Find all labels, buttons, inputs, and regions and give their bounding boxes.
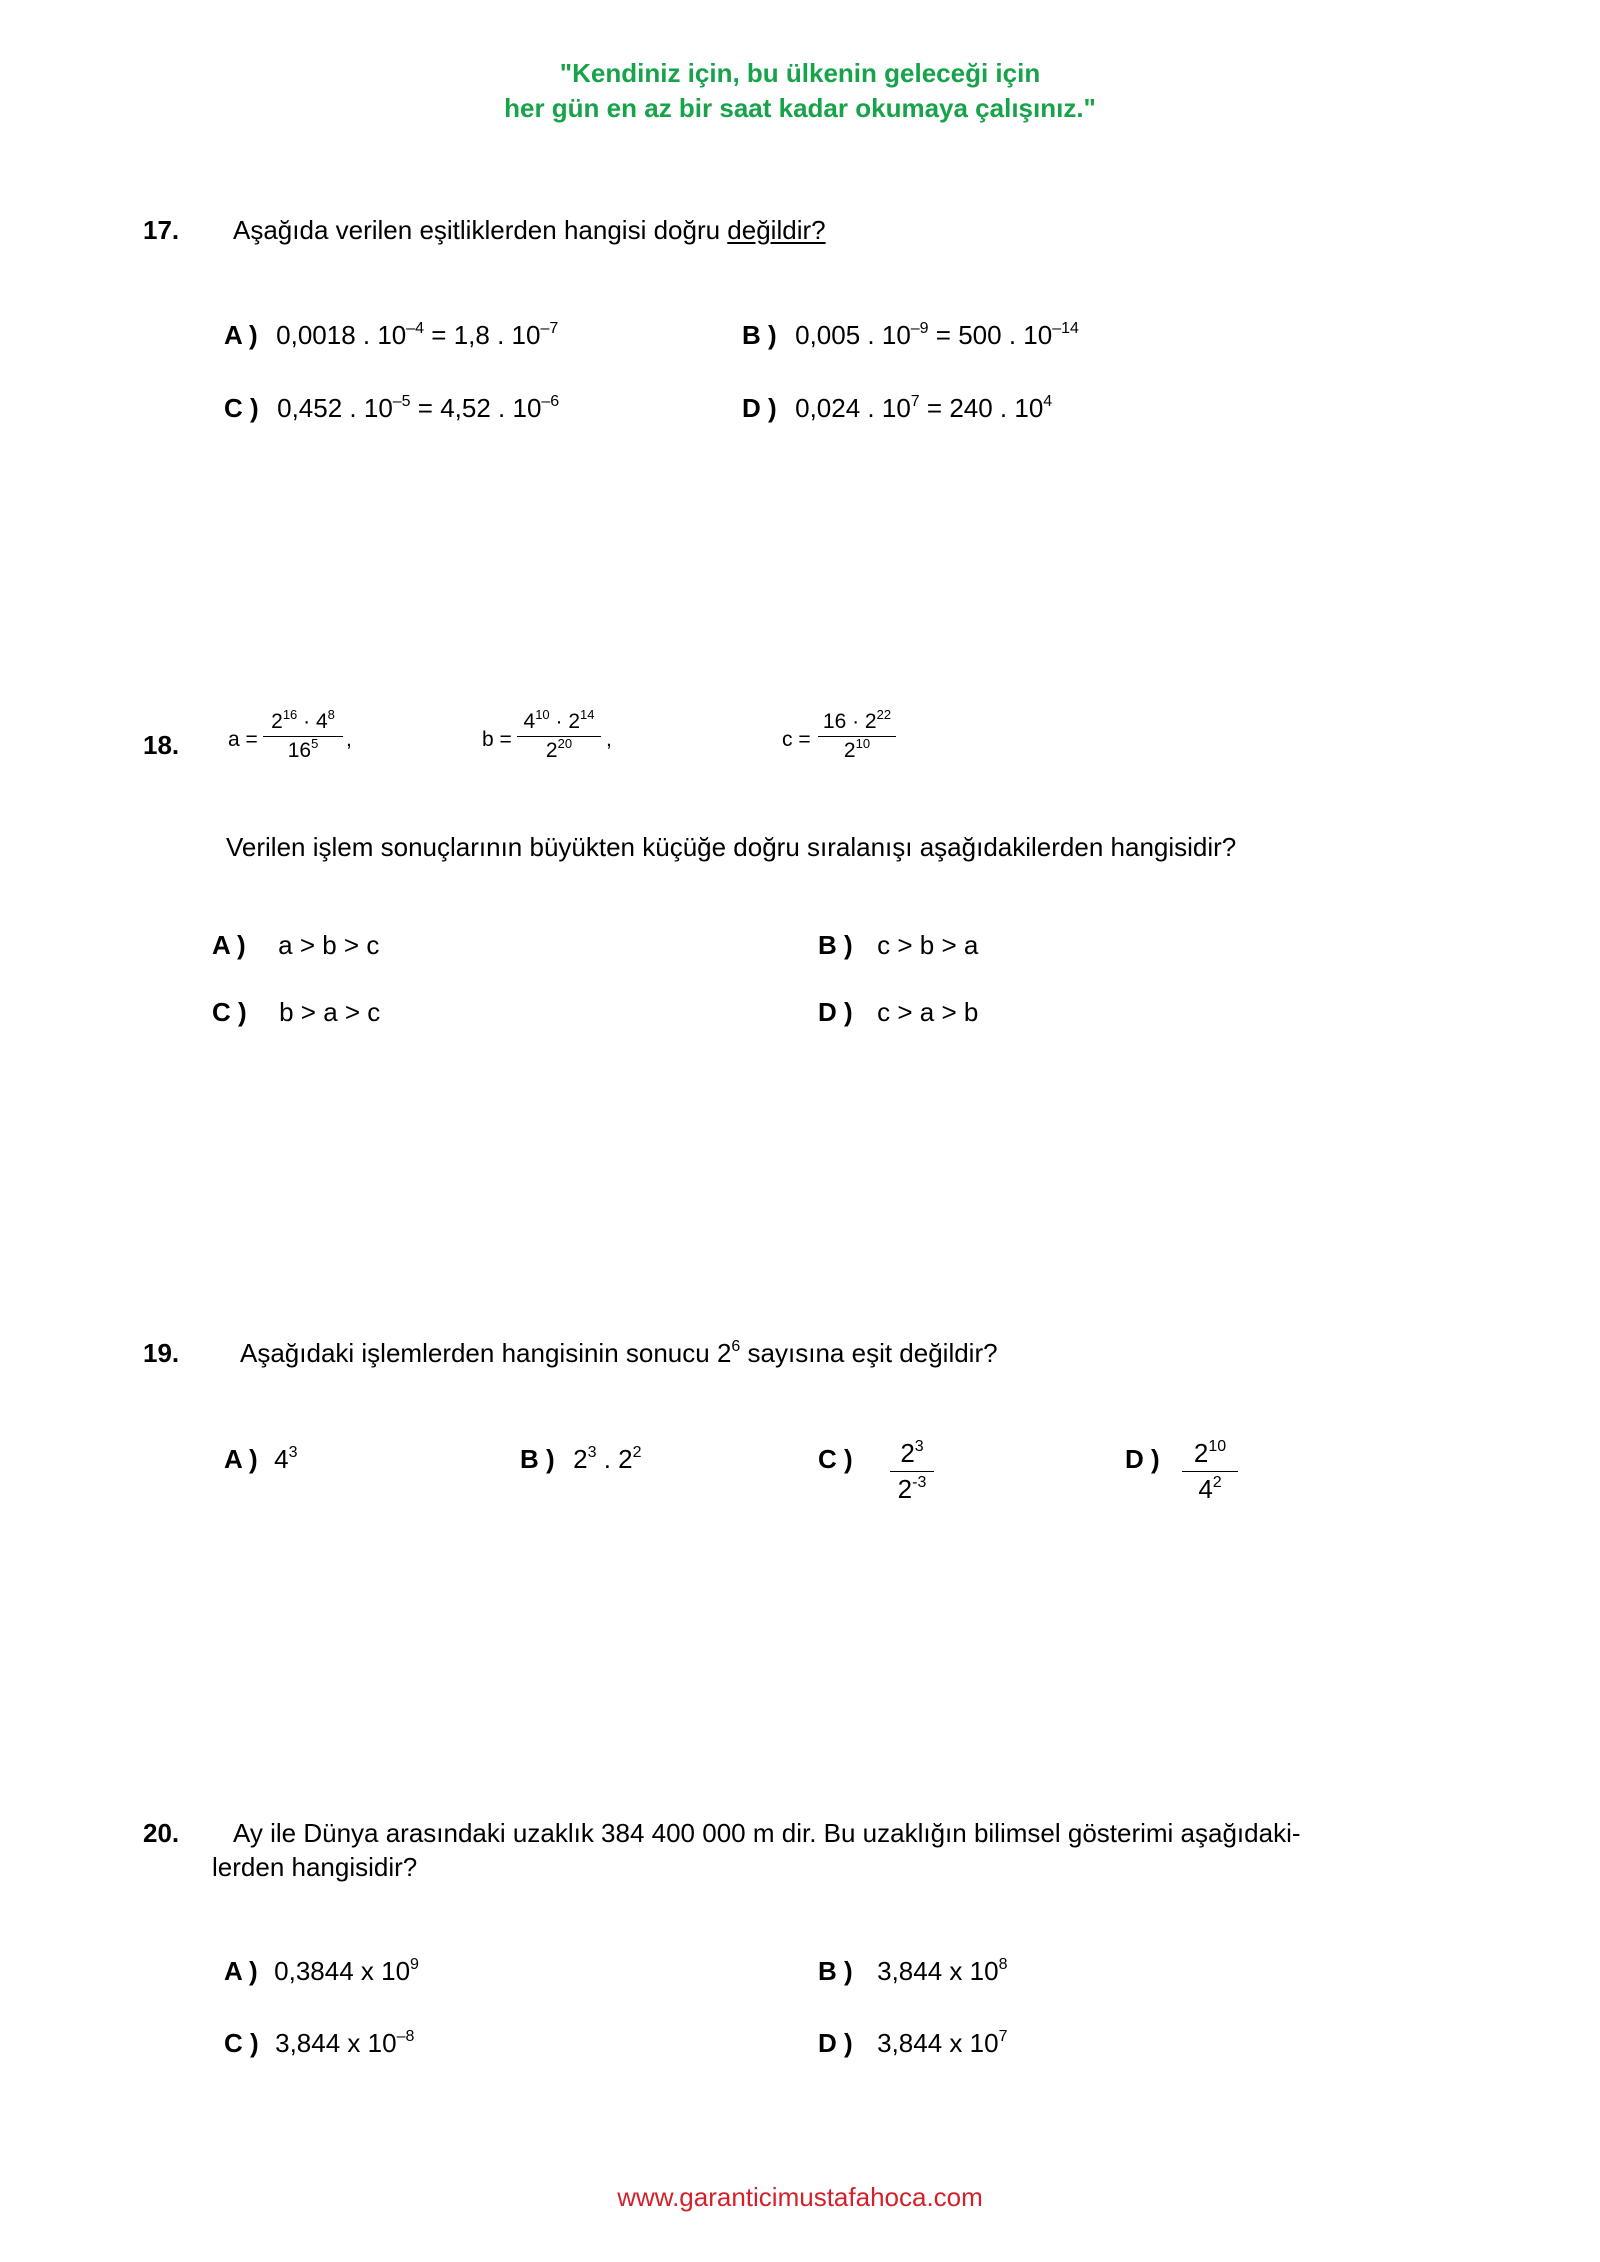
q18-option-d[interactable] bbox=[818, 997, 978, 1028]
expr-c-lhs: c = bbox=[782, 728, 811, 751]
comma: , bbox=[606, 728, 612, 751]
expr-c-fraction: $16 \cdot 2^{22}$ $2^{10}$ bbox=[818, 710, 896, 763]
expr-b-fraction: $4^{10} \cdot 2^{14}$ $2^{20}$ bbox=[517, 710, 601, 763]
option-label: A ) bbox=[224, 1444, 258, 1474]
q17-option-b[interactable]: B ) 0,005 . $10^{-9} = 500$ . $10^{-14}$ bbox=[742, 320, 1079, 350]
expr-a-lhs: a = bbox=[228, 728, 258, 751]
question-20-number: 20. bbox=[143, 1818, 180, 1848]
option-label: A ) bbox=[224, 320, 258, 350]
expr-a-fraction: $2^{16} \cdot 4^8$ $16^5$ bbox=[263, 710, 343, 763]
option-label: B ) bbox=[742, 320, 777, 350]
question-19-number: 19. bbox=[143, 1338, 180, 1368]
q19-option-c[interactable] bbox=[818, 1444, 853, 1475]
option-label: B ) bbox=[818, 1956, 853, 1986]
q20-option-d[interactable]: D ) 3,844 x $10^7$ bbox=[818, 2028, 1008, 2058]
option-label: A ) bbox=[224, 1956, 258, 1986]
option-label: D ) bbox=[818, 997, 853, 1027]
question-17-stem-text: Aşağıda verilen eşitliklerden hangisi doğru bbox=[233, 215, 728, 245]
option-text: c > b > a bbox=[877, 930, 979, 960]
option-label: B ) bbox=[520, 1444, 555, 1474]
option-label: A ) bbox=[212, 930, 246, 960]
option-label: C ) bbox=[212, 997, 247, 1027]
question-18-stem: Verilen işlem sonuçlarının büyükten küçüğe doğru sıralanışı aşağıdakilerden hangisidir? bbox=[226, 832, 1237, 862]
option-text: b > a > c bbox=[279, 997, 381, 1027]
option-text: c > a > b bbox=[877, 997, 979, 1027]
q19-option-a[interactable]: A ) $4^3$ bbox=[224, 1444, 298, 1474]
q18-option-b[interactable] bbox=[818, 930, 978, 961]
question-20-stem-line-2: lerden hangisidir? bbox=[212, 1852, 418, 1882]
option-label: B ) bbox=[818, 930, 853, 960]
q20-option-a[interactable]: A ) 0,3844 x $10^9$ bbox=[224, 1956, 419, 1986]
question-17-number: 17. bbox=[143, 215, 180, 245]
question-17-stem bbox=[233, 215, 826, 246]
q17-option-a[interactable]: A ) 0,0018 . $10^{-4} = 1,8$ . $10^{-7}$ bbox=[224, 320, 559, 350]
q19-option-c-fraction: $2^3$ $2^{-3}$ bbox=[890, 1438, 934, 1505]
motto-line-1: "Kendiniz için, bu ülkenin geleceği için bbox=[559, 58, 1041, 88]
q17-option-d[interactable]: D ) 0,024 . $10^7 = 240$ . $10^4$ bbox=[742, 393, 1053, 423]
question-19-stem: Aşağıdaki işlemlerden hangisinin sonucu $2^6$ sayısına eşit değildir? bbox=[240, 1338, 998, 1368]
q19-option-b[interactable]: B ) $2^3$ . $2^2$ bbox=[520, 1444, 642, 1474]
q18-option-a[interactable] bbox=[212, 930, 379, 961]
option-label: C ) bbox=[818, 1444, 853, 1474]
option-label: C ) bbox=[224, 393, 259, 423]
q18-option-c[interactable] bbox=[212, 997, 380, 1028]
option-label: D ) bbox=[818, 2028, 853, 2058]
question-20-stem-line-1: Ay ile Dünya arasındaki uzaklık 384 400 000 m dir. Bu uzaklığın bilimsel gösterimi aşağıdaki- bbox=[233, 1818, 1301, 1848]
q20-option-b[interactable]: B ) 3,844 x $10^8$ bbox=[818, 1956, 1008, 1986]
q17-option-c[interactable]: C ) 0,452 . $10^{-5} = 4,52$ . $10^{-6}$ bbox=[224, 393, 560, 423]
option-label: C ) bbox=[224, 2028, 259, 2058]
q19-option-d[interactable] bbox=[1125, 1444, 1160, 1475]
q19-option-d-fraction: $2^{10}$ $4^2$ bbox=[1182, 1438, 1238, 1505]
q20-option-c[interactable]: C ) 3,844 x $10^{-8}$ bbox=[224, 2028, 415, 2058]
option-label: D ) bbox=[742, 393, 777, 423]
question-17-stem-underlined: değildir? bbox=[727, 215, 826, 245]
comma: , bbox=[346, 728, 352, 751]
option-label: D ) bbox=[1125, 1444, 1160, 1474]
footer-url-link[interactable]: www.garanticimustafahoca.com bbox=[617, 2182, 983, 2212]
option-text: a > b > c bbox=[278, 930, 380, 960]
motto-line-2: her gün en az bir saat kadar okumaya çalışınız." bbox=[504, 93, 1096, 123]
expr-b-lhs: b = bbox=[482, 728, 512, 751]
question-18-number: 18. bbox=[143, 730, 180, 760]
